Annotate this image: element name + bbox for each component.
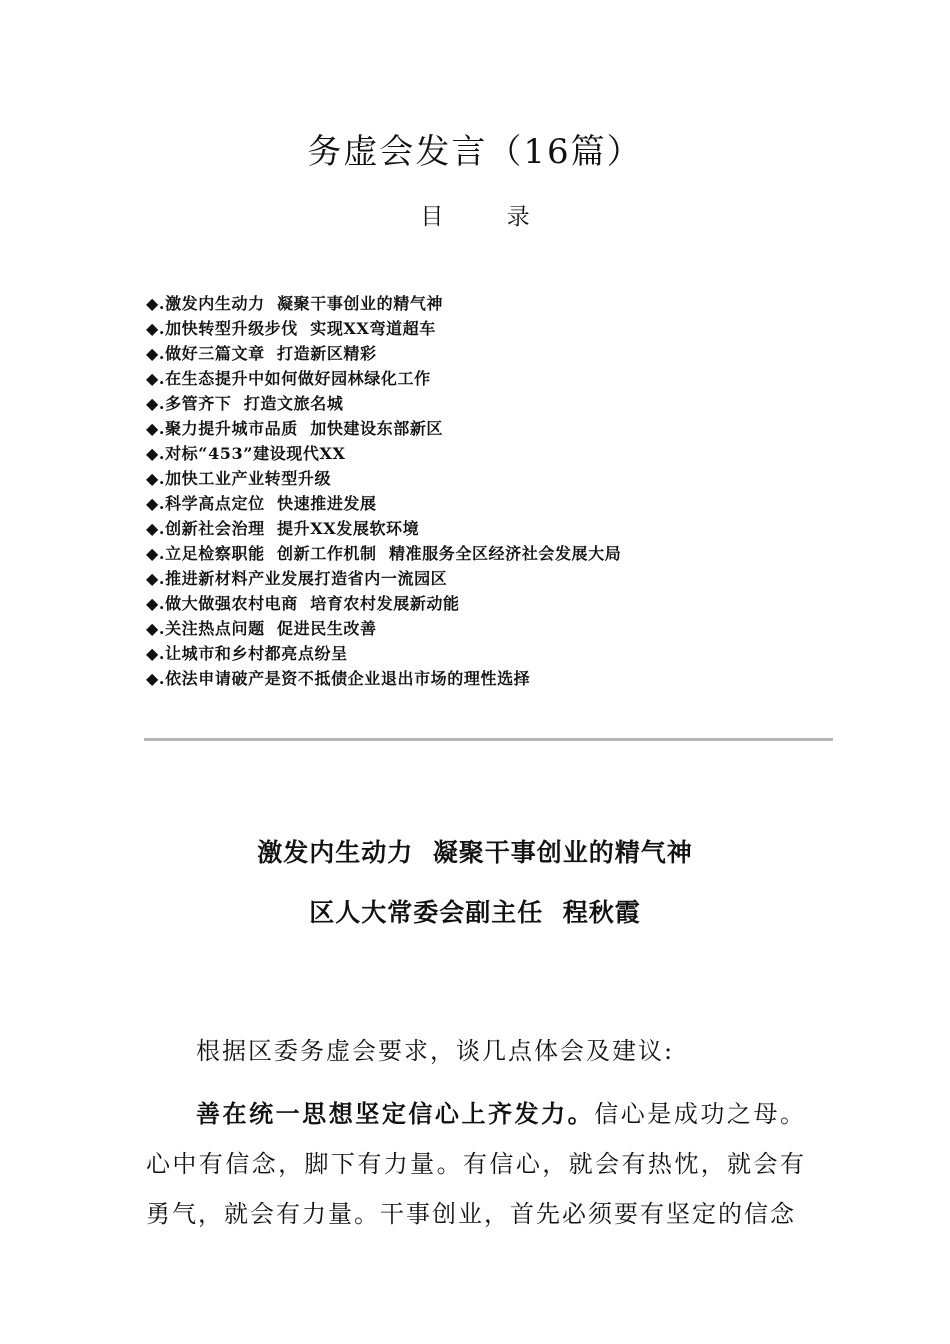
toc-item: ◆.加快转型升级步伐 实现XX弯道超车: [146, 319, 436, 338]
intro-paragraph: 根据区委务虚会要求，谈几点体会及建议:: [196, 1037, 675, 1065]
paragraph-lead: 善在统一思想坚定信心上齐发力。: [196, 1099, 595, 1128]
toc-item: ◆.做好三篇文章 打造新区精彩: [146, 344, 377, 363]
toc-item: ◆.让城市和乡村都亮点纷呈: [146, 644, 348, 663]
section-divider: [144, 738, 833, 741]
toc-item: ◆.科学高点定位 快速推进发展: [146, 494, 377, 513]
paragraph-text: 信心是成功之母。心中有信念，脚下有力量。有信心，就会有热忱，就会有勇气，就会有力量。干事创业，首先必须要有坚定的信念: [146, 1100, 807, 1228]
document-title: 务虚会发言（16篇）: [307, 132, 643, 172]
table-of-contents: [146, 291, 621, 691]
toc-item: ◆.推进新材料产业发展打造省内一流园区: [146, 569, 448, 588]
toc-item: ◆.创新社会治理 提升XX发展软环境: [146, 519, 420, 538]
toc-item: ◆.立足检察职能 创新工作机制 精准服务全区经济社会发展大局: [146, 544, 622, 563]
article-author: 区人大常委会副主任 程秋霞: [309, 898, 641, 927]
toc-item: ◆.加快工业产业转型升级: [146, 469, 332, 488]
toc-item: ◆.聚力提升城市品质 加快建设东部新区: [146, 419, 444, 438]
article-title: 激发内生动力 凝聚干事创业的精气神: [257, 838, 693, 867]
toc-item: ◆.做大做强农村电商 培育农村发展新动能: [146, 594, 460, 613]
toc-item: ◆.激发内生动力 凝聚干事创业的精气神: [146, 294, 444, 313]
body-paragraph: [146, 1089, 806, 1239]
toc-item: ◆.关注热点问题 促进民生改善: [146, 619, 377, 638]
toc-item: ◆.多管齐下 打造文旅名城: [146, 394, 344, 413]
toc-item: ◆.对标“453”建设现代XX: [146, 444, 346, 463]
toc-item: ◆.在生态提升中如何做好园林绿化工作: [146, 369, 431, 388]
toc-heading: 目 录: [420, 204, 558, 230]
toc-item: ◆.依法申请破产是资不抵债企业退出市场的理性选择: [146, 669, 531, 688]
